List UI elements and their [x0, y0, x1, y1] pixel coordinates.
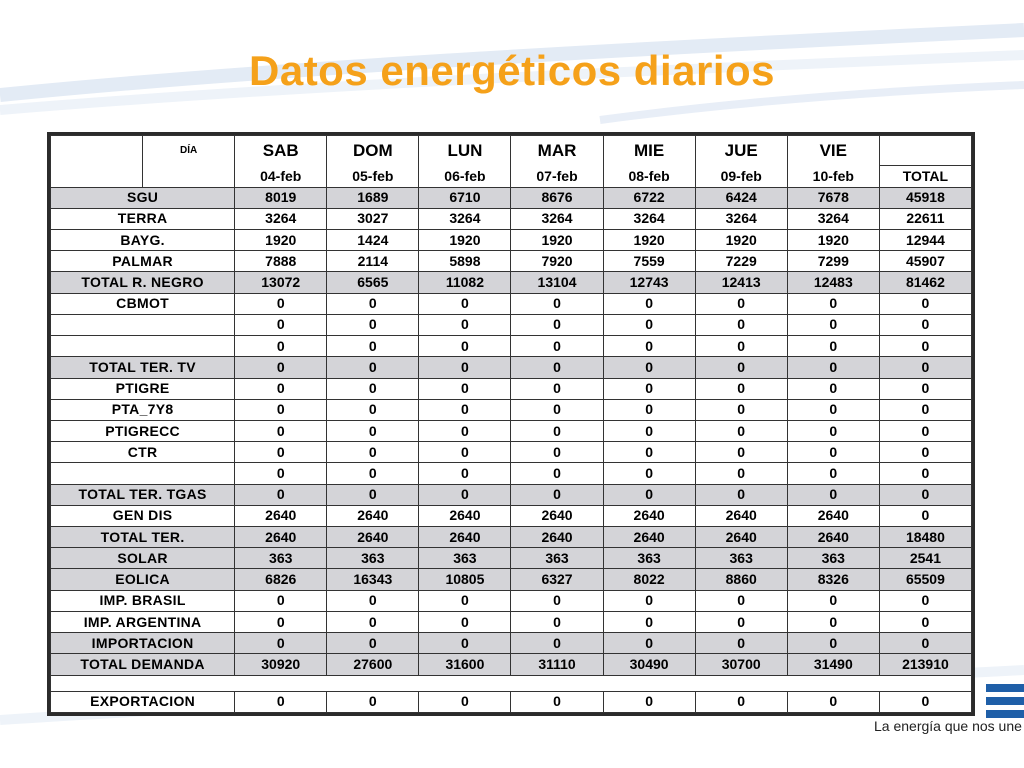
- row-total-cell: 0: [879, 442, 971, 463]
- value-cell: 0: [327, 590, 419, 611]
- value-cell: 7229: [695, 251, 787, 272]
- table-row: [51, 484, 972, 505]
- date-header: 09-feb: [695, 166, 787, 187]
- row-label: [51, 463, 235, 484]
- value-cell: 0: [419, 357, 511, 378]
- row-label: GEN DIS: [51, 505, 235, 526]
- value-cell: 0: [787, 484, 879, 505]
- row-label: SGU: [51, 187, 235, 208]
- value-cell: 0: [511, 611, 603, 632]
- value-cell: 0: [603, 590, 695, 611]
- row-label: PTA_7Y8: [51, 399, 235, 420]
- value-cell: 0: [235, 293, 327, 314]
- row-label: IMP. ARGENTINA: [51, 611, 235, 632]
- value-cell: 0: [327, 293, 419, 314]
- row-label: TERRA: [51, 208, 235, 229]
- value-cell: 0: [695, 442, 787, 463]
- value-cell: 363: [603, 548, 695, 569]
- value-cell: 2640: [235, 527, 327, 548]
- value-cell: 0: [327, 442, 419, 463]
- total-header: TOTAL: [879, 166, 971, 187]
- value-cell: 0: [695, 399, 787, 420]
- value-cell: 0: [787, 633, 879, 654]
- value-cell: 0: [695, 378, 787, 399]
- value-cell: 2640: [695, 527, 787, 548]
- value-cell: 363: [511, 548, 603, 569]
- value-cell: 2640: [787, 505, 879, 526]
- row-total-cell: 12944: [879, 229, 971, 250]
- value-cell: 2640: [603, 527, 695, 548]
- value-cell: 0: [235, 442, 327, 463]
- row-label: TOTAL TER.: [51, 527, 235, 548]
- value-cell: 3027: [327, 208, 419, 229]
- value-cell: 0: [603, 442, 695, 463]
- value-cell: 6710: [419, 187, 511, 208]
- value-cell: 0: [419, 399, 511, 420]
- value-cell: 0: [695, 336, 787, 357]
- value-cell: 363: [235, 548, 327, 569]
- date-header: 07-feb: [511, 166, 603, 187]
- value-cell: 1920: [695, 229, 787, 250]
- value-cell: 0: [511, 378, 603, 399]
- value-cell: 0: [419, 420, 511, 441]
- value-cell: 0: [787, 463, 879, 484]
- value-cell: 1920: [787, 229, 879, 250]
- day-header: JUE: [695, 136, 787, 166]
- value-cell: 0: [695, 463, 787, 484]
- table-row: [51, 654, 972, 675]
- row-total-cell: 81462: [879, 272, 971, 293]
- value-cell: 0: [603, 336, 695, 357]
- value-cell: 0: [787, 442, 879, 463]
- day-header: VIE: [787, 136, 879, 166]
- row-total-cell: 0: [879, 691, 971, 712]
- row-label: BAYG.: [51, 229, 235, 250]
- table-row: [51, 336, 972, 357]
- value-cell: 2114: [327, 251, 419, 272]
- value-cell: 7920: [511, 251, 603, 272]
- value-cell: 363: [787, 548, 879, 569]
- value-cell: 0: [603, 357, 695, 378]
- value-cell: 0: [327, 314, 419, 335]
- table-row: [51, 633, 972, 654]
- table-row: [51, 208, 972, 229]
- day-header: MAR: [511, 136, 603, 166]
- spacer-row: [51, 675, 972, 691]
- day-header: MIE: [603, 136, 695, 166]
- value-cell: 0: [327, 336, 419, 357]
- value-cell: 0: [235, 420, 327, 441]
- table-row: [51, 293, 972, 314]
- value-cell: 3264: [419, 208, 511, 229]
- value-cell: 0: [419, 463, 511, 484]
- header-date-row: [51, 166, 972, 187]
- value-cell: 0: [511, 590, 603, 611]
- value-cell: 5898: [419, 251, 511, 272]
- row-total-cell: 22611: [879, 208, 971, 229]
- value-cell: 0: [419, 293, 511, 314]
- value-cell: 0: [511, 442, 603, 463]
- value-cell: 2640: [603, 505, 695, 526]
- total-header-blank: [879, 136, 971, 166]
- row-total-cell: 45918: [879, 187, 971, 208]
- value-cell: 0: [695, 357, 787, 378]
- value-cell: 8019: [235, 187, 327, 208]
- row-label: PTIGRE: [51, 378, 235, 399]
- date-header: 04-feb: [235, 166, 327, 187]
- value-cell: 363: [695, 548, 787, 569]
- spacer-cell: [419, 675, 511, 691]
- dia-label: DÍA: [143, 136, 235, 166]
- value-cell: 0: [695, 691, 787, 712]
- value-cell: 7678: [787, 187, 879, 208]
- value-cell: 30700: [695, 654, 787, 675]
- value-cell: 0: [419, 611, 511, 632]
- value-cell: 0: [419, 314, 511, 335]
- value-cell: 3264: [603, 208, 695, 229]
- value-cell: 0: [511, 314, 603, 335]
- value-cell: 2640: [327, 527, 419, 548]
- value-cell: 2640: [327, 505, 419, 526]
- value-cell: 0: [787, 293, 879, 314]
- spacer-cell: [787, 675, 879, 691]
- value-cell: 0: [235, 399, 327, 420]
- value-cell: 0: [787, 691, 879, 712]
- value-cell: 0: [419, 633, 511, 654]
- value-cell: 0: [327, 420, 419, 441]
- value-cell: 0: [695, 420, 787, 441]
- value-cell: 0: [327, 633, 419, 654]
- spacer-cell: [695, 675, 787, 691]
- day-header: LUN: [419, 136, 511, 166]
- table-row: [51, 442, 972, 463]
- row-total-cell: 0: [879, 420, 971, 441]
- row-total-cell: 18480: [879, 527, 971, 548]
- row-total-cell: 0: [879, 357, 971, 378]
- value-cell: 0: [235, 590, 327, 611]
- row-label: TOTAL TER. TV: [51, 357, 235, 378]
- value-cell: 0: [695, 484, 787, 505]
- value-cell: 0: [235, 633, 327, 654]
- value-cell: 2640: [511, 527, 603, 548]
- value-cell: 2640: [235, 505, 327, 526]
- value-cell: 0: [695, 314, 787, 335]
- value-cell: 0: [511, 420, 603, 441]
- value-cell: 0: [419, 590, 511, 611]
- value-cell: 0: [603, 691, 695, 712]
- table-row: [51, 272, 972, 293]
- value-cell: 0: [235, 357, 327, 378]
- value-cell: 0: [695, 633, 787, 654]
- table-row: [51, 229, 972, 250]
- value-cell: 6327: [511, 569, 603, 590]
- value-cell: 0: [511, 484, 603, 505]
- row-label: CBMOT: [51, 293, 235, 314]
- value-cell: 0: [603, 314, 695, 335]
- row-total-cell: 0: [879, 463, 971, 484]
- row-label: PTIGRECC: [51, 420, 235, 441]
- table-row: [51, 314, 972, 335]
- value-cell: 363: [327, 548, 419, 569]
- table-row: [51, 691, 972, 712]
- table-row: [51, 527, 972, 548]
- value-cell: 3264: [235, 208, 327, 229]
- value-cell: 0: [787, 399, 879, 420]
- header-corner: [51, 166, 143, 187]
- row-total-cell: 0: [879, 314, 971, 335]
- value-cell: 7888: [235, 251, 327, 272]
- value-cell: 0: [235, 336, 327, 357]
- row-label: SOLAR: [51, 548, 235, 569]
- value-cell: 0: [327, 357, 419, 378]
- page-title: Datos energéticos diarios: [249, 47, 775, 94]
- value-cell: 0: [603, 378, 695, 399]
- value-cell: 13104: [511, 272, 603, 293]
- value-cell: 0: [787, 314, 879, 335]
- value-cell: 8022: [603, 569, 695, 590]
- row-label: TOTAL R. NEGRO: [51, 272, 235, 293]
- row-label: IMP. BRASIL: [51, 590, 235, 611]
- value-cell: 8676: [511, 187, 603, 208]
- header-corner: [143, 166, 235, 187]
- value-cell: 0: [511, 357, 603, 378]
- table-row: [51, 590, 972, 611]
- row-total-cell: 45907: [879, 251, 971, 272]
- value-cell: 13072: [235, 272, 327, 293]
- value-cell: 2640: [695, 505, 787, 526]
- value-cell: 0: [787, 378, 879, 399]
- value-cell: 1920: [235, 229, 327, 250]
- value-cell: 0: [327, 399, 419, 420]
- value-cell: 0: [511, 399, 603, 420]
- value-cell: 0: [419, 442, 511, 463]
- header-corner: [51, 136, 143, 166]
- spacer-cell: [235, 675, 327, 691]
- value-cell: 0: [787, 420, 879, 441]
- row-total-cell: 0: [879, 378, 971, 399]
- day-header: DOM: [327, 136, 419, 166]
- value-cell: 2640: [419, 527, 511, 548]
- spacer-cell: [51, 675, 235, 691]
- value-cell: 0: [603, 463, 695, 484]
- value-cell: 31490: [787, 654, 879, 675]
- row-label: TOTAL DEMANDA: [51, 654, 235, 675]
- value-cell: 30490: [603, 654, 695, 675]
- value-cell: 1920: [419, 229, 511, 250]
- value-cell: 0: [511, 336, 603, 357]
- value-cell: 0: [695, 590, 787, 611]
- value-cell: 2640: [511, 505, 603, 526]
- row-total-cell: 65509: [879, 569, 971, 590]
- row-total-cell: 0: [879, 505, 971, 526]
- table-row: [51, 378, 972, 399]
- value-cell: 0: [235, 611, 327, 632]
- value-cell: 7299: [787, 251, 879, 272]
- spacer-cell: [603, 675, 695, 691]
- value-cell: 11082: [419, 272, 511, 293]
- value-cell: 1920: [603, 229, 695, 250]
- value-cell: 0: [787, 336, 879, 357]
- value-cell: 0: [787, 611, 879, 632]
- row-label: EXPORTACION: [51, 691, 235, 712]
- value-cell: 0: [235, 314, 327, 335]
- value-cell: 12413: [695, 272, 787, 293]
- value-cell: 0: [603, 484, 695, 505]
- value-cell: 7559: [603, 251, 695, 272]
- row-label: TOTAL TER. TGAS: [51, 484, 235, 505]
- spacer-cell: [879, 675, 971, 691]
- logo-icon: [986, 684, 1024, 718]
- table-row: [51, 399, 972, 420]
- value-cell: 0: [787, 357, 879, 378]
- date-header: 05-feb: [327, 166, 419, 187]
- value-cell: 0: [603, 611, 695, 632]
- row-label: CTR: [51, 442, 235, 463]
- value-cell: 30920: [235, 654, 327, 675]
- value-cell: 3264: [695, 208, 787, 229]
- spacer-cell: [327, 675, 419, 691]
- date-header: 08-feb: [603, 166, 695, 187]
- value-cell: 1920: [511, 229, 603, 250]
- table-row: [51, 548, 972, 569]
- row-total-cell: 2541: [879, 548, 971, 569]
- spacer-cell: [511, 675, 603, 691]
- value-cell: 6565: [327, 272, 419, 293]
- value-cell: 0: [419, 336, 511, 357]
- value-cell: 31110: [511, 654, 603, 675]
- value-cell: 0: [419, 484, 511, 505]
- row-total-cell: 0: [879, 484, 971, 505]
- value-cell: 16343: [327, 569, 419, 590]
- value-cell: 0: [511, 293, 603, 314]
- row-label: [51, 314, 235, 335]
- value-cell: 6722: [603, 187, 695, 208]
- value-cell: 2640: [419, 505, 511, 526]
- value-cell: 0: [603, 399, 695, 420]
- value-cell: 1424: [327, 229, 419, 250]
- row-total-cell: 0: [879, 633, 971, 654]
- table-row: [51, 569, 972, 590]
- value-cell: 0: [327, 484, 419, 505]
- row-total-cell: 0: [879, 336, 971, 357]
- value-cell: 8860: [695, 569, 787, 590]
- table-row: [51, 357, 972, 378]
- value-cell: 3264: [787, 208, 879, 229]
- day-header: SAB: [235, 136, 327, 166]
- energy-table: [50, 135, 972, 713]
- row-label: IMPORTACION: [51, 633, 235, 654]
- table-row: [51, 611, 972, 632]
- table-row: [51, 463, 972, 484]
- value-cell: 0: [327, 378, 419, 399]
- value-cell: 0: [419, 378, 511, 399]
- row-total-cell: 0: [879, 293, 971, 314]
- value-cell: 0: [695, 611, 787, 632]
- value-cell: 0: [235, 484, 327, 505]
- value-cell: 0: [511, 463, 603, 484]
- value-cell: 12743: [603, 272, 695, 293]
- table-row: [51, 505, 972, 526]
- table-row: [51, 251, 972, 272]
- value-cell: 12483: [787, 272, 879, 293]
- value-cell: 0: [235, 463, 327, 484]
- value-cell: 0: [327, 463, 419, 484]
- row-total-cell: 0: [879, 611, 971, 632]
- date-header: 10-feb: [787, 166, 879, 187]
- value-cell: 0: [327, 691, 419, 712]
- value-cell: 0: [419, 691, 511, 712]
- header-day-row: [51, 136, 972, 166]
- value-cell: 3264: [511, 208, 603, 229]
- row-total-cell: 213910: [879, 654, 971, 675]
- value-cell: 0: [511, 633, 603, 654]
- footer-tagline: La energía que nos une: [874, 718, 1022, 734]
- value-cell: 8326: [787, 569, 879, 590]
- value-cell: 10805: [419, 569, 511, 590]
- value-cell: 6826: [235, 569, 327, 590]
- value-cell: 0: [235, 378, 327, 399]
- value-cell: 0: [603, 633, 695, 654]
- value-cell: 0: [327, 611, 419, 632]
- table-row: [51, 187, 972, 208]
- table-row: [51, 420, 972, 441]
- energy-table-frame: [47, 132, 975, 716]
- value-cell: 0: [787, 590, 879, 611]
- value-cell: 0: [695, 293, 787, 314]
- value-cell: 6424: [695, 187, 787, 208]
- row-label: [51, 336, 235, 357]
- row-label: PALMAR: [51, 251, 235, 272]
- value-cell: 2640: [787, 527, 879, 548]
- row-total-cell: 0: [879, 399, 971, 420]
- value-cell: 0: [235, 691, 327, 712]
- row-label: EOLICA: [51, 569, 235, 590]
- value-cell: 0: [603, 293, 695, 314]
- value-cell: 1689: [327, 187, 419, 208]
- value-cell: 27600: [327, 654, 419, 675]
- date-header: 06-feb: [419, 166, 511, 187]
- value-cell: 363: [419, 548, 511, 569]
- value-cell: 31600: [419, 654, 511, 675]
- value-cell: 0: [603, 420, 695, 441]
- value-cell: 0: [511, 691, 603, 712]
- row-total-cell: 0: [879, 590, 971, 611]
